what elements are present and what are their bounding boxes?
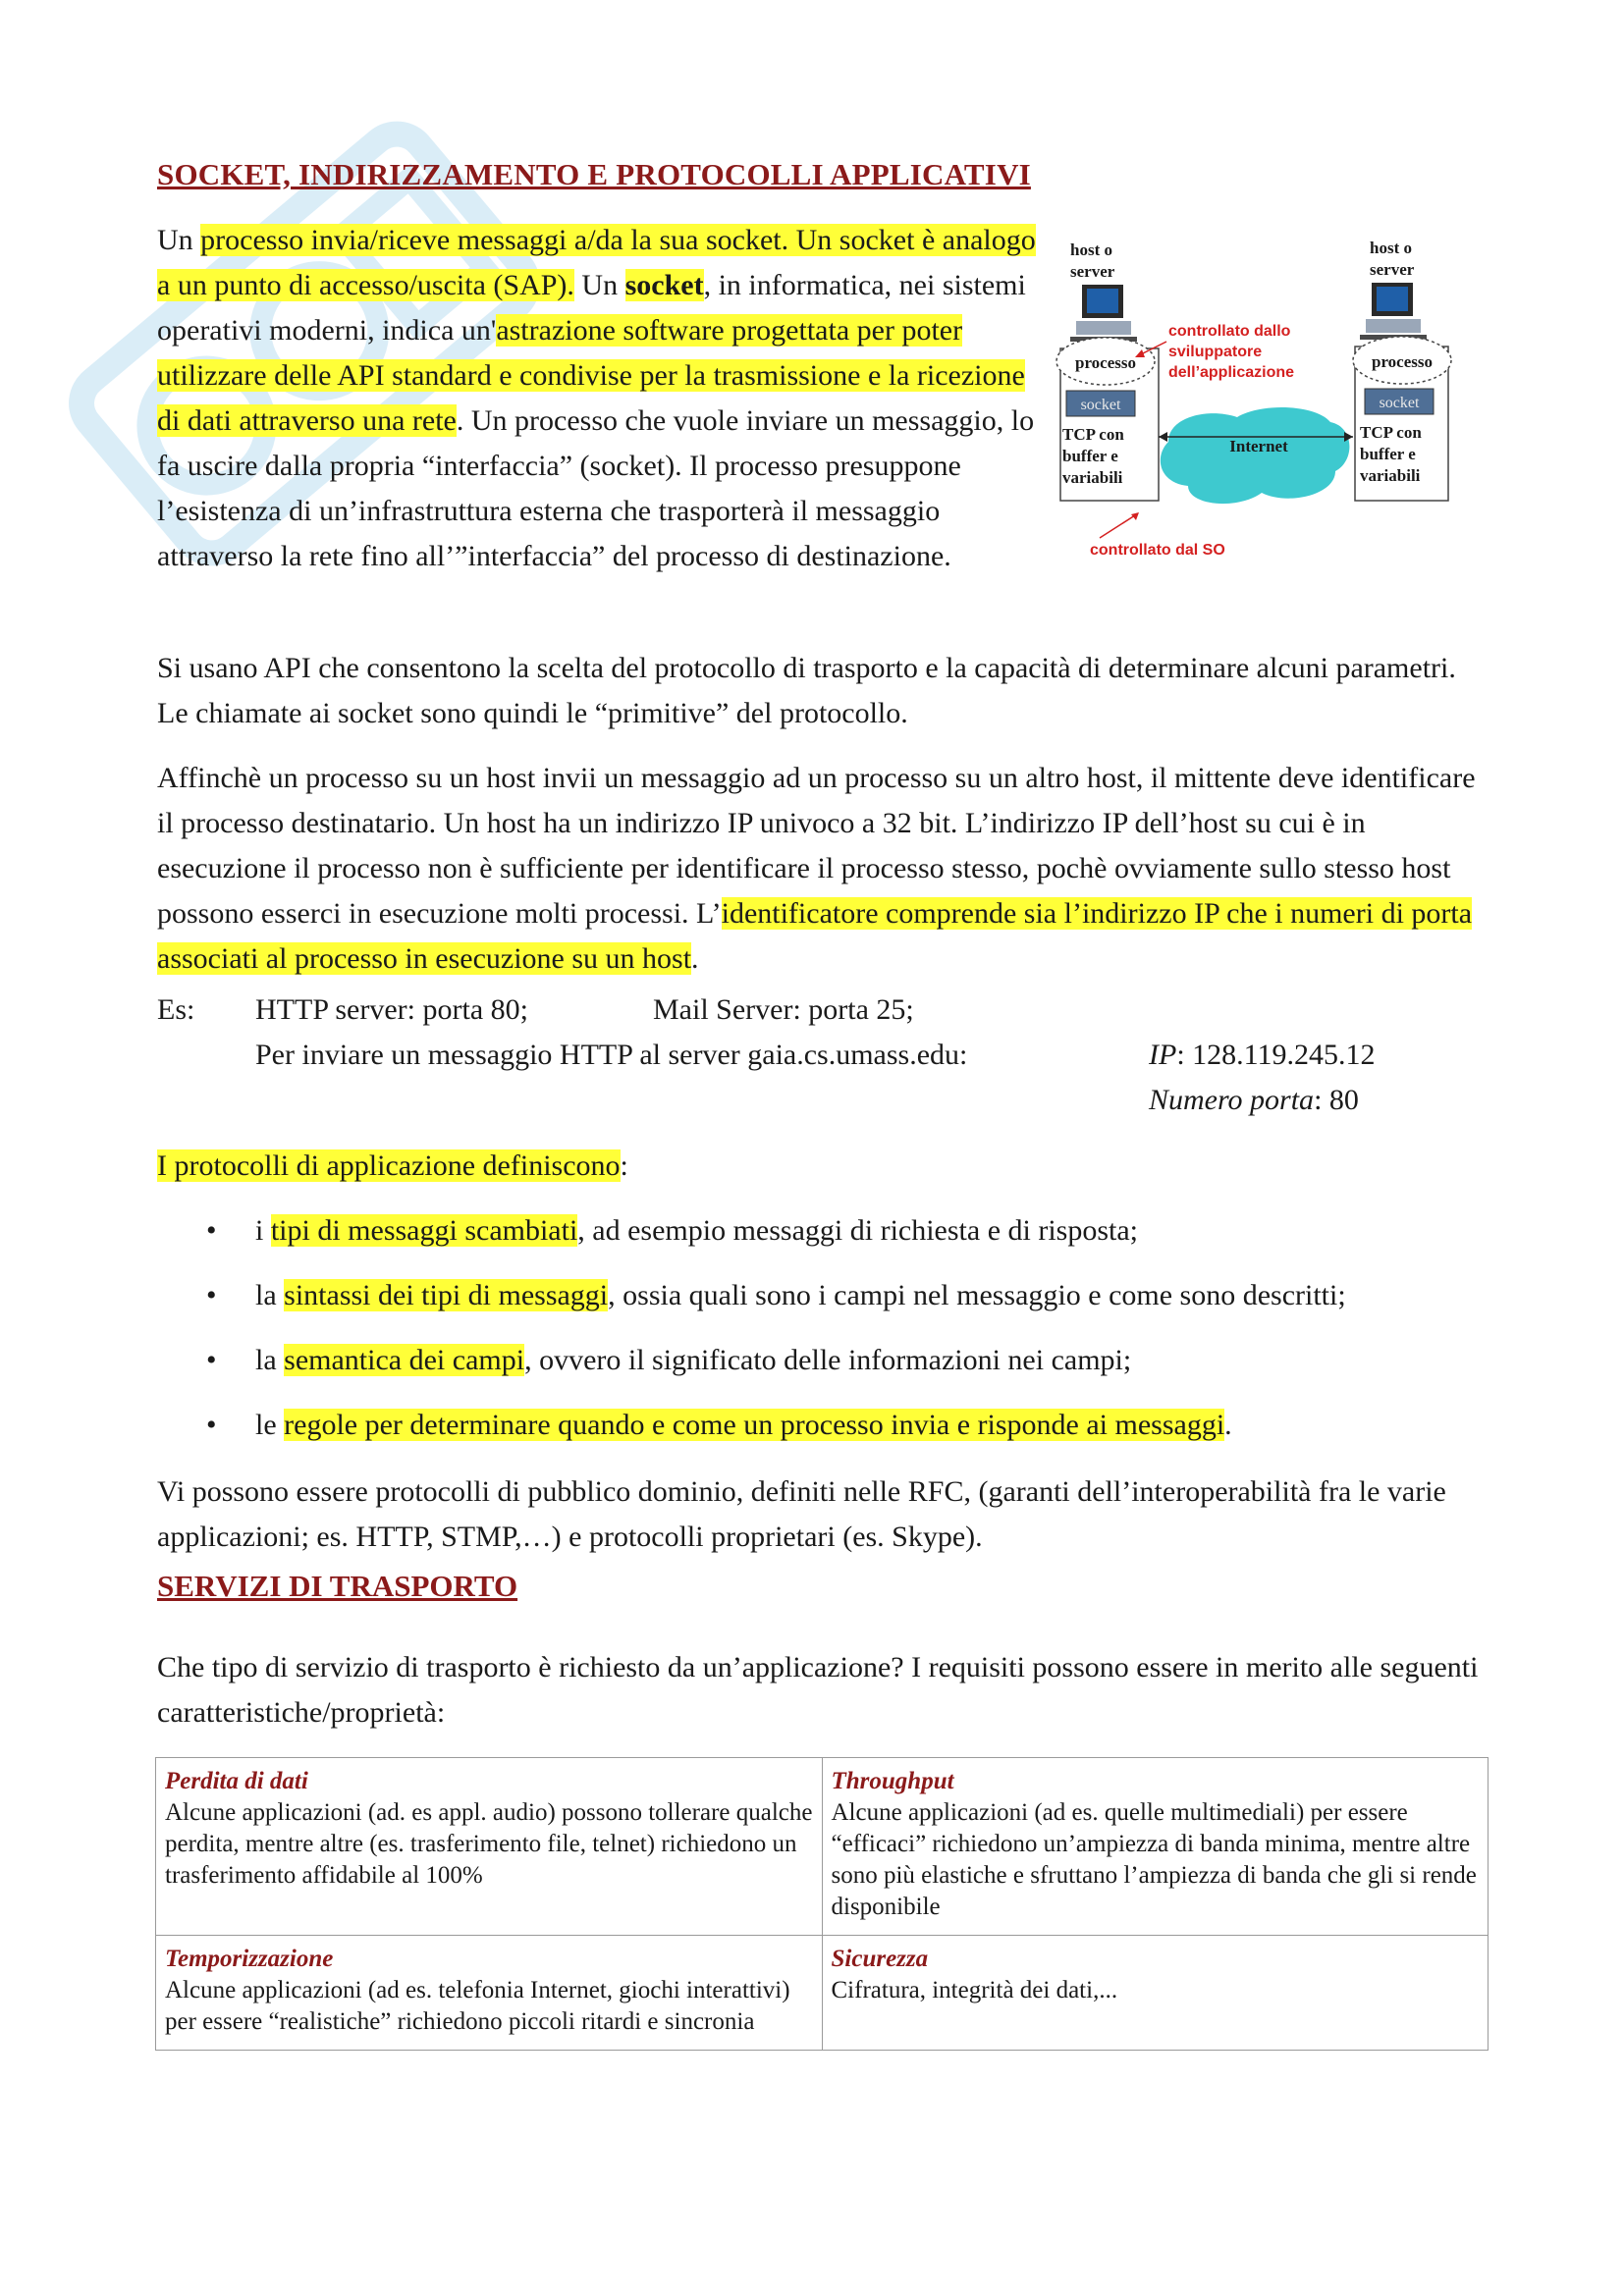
example-label: Es: — [157, 993, 195, 1026]
cell-body: Cifratura, integrità dei dati,... — [831, 1977, 1118, 2003]
cell-body: Alcune applicazioni (ad es. telefonia Internet, giochi interattivi) per essere “realistiche” richiedono piccoli ritardi e sincronia — [165, 1977, 790, 2035]
socket-diagram — [1041, 226, 1453, 569]
table-cell — [156, 1758, 823, 1936]
highlight: semantica dei campi — [284, 1344, 525, 1376]
internet-label: Internet — [1229, 437, 1288, 455]
computer-icon-right — [1360, 283, 1427, 340]
example-port: Numero porta: 80 — [1149, 1084, 1359, 1116]
table-row — [156, 1936, 1489, 2051]
requirements-table — [155, 1757, 1489, 2051]
example-ip: IP: 128.119.245.12 — [1149, 1039, 1376, 1071]
section-title: SERVIZI DI TRASPORTO — [157, 1569, 518, 1603]
developer-annotation-2: sviluppatore — [1168, 344, 1263, 360]
example-mail: Mail Server: porta 25; — [653, 993, 914, 1026]
highlight: I protocolli di applicazione definiscono — [157, 1149, 621, 1182]
tcp-right-1: TCP con — [1360, 423, 1422, 442]
internet-cloud — [1161, 407, 1350, 504]
host-right-label-2: server — [1370, 260, 1415, 279]
table-cell — [156, 1936, 823, 2051]
bullet-icon: • — [206, 1279, 217, 1311]
highlight: identificatore comprende sia l’indirizzo IP che i numeri di porta associati al processo in esecuzione su un host — [157, 897, 1473, 975]
tcp-right-2: buffer e — [1360, 445, 1416, 463]
bullet-icon: • — [206, 1344, 217, 1376]
highlight: regole per determinare quando e come un processo invia e risponde ai messaggi — [284, 1409, 1225, 1441]
api-paragraph: Si usano API che consentono la scelta del protocollo di trasporto e la capacità di determinare alcuni parametri. Le chiamate ai socket sono quindi le “primitive” del protocollo. — [157, 652, 1456, 729]
protocols-intro: I protocolli di applicazione definiscono: — [157, 1149, 628, 1182]
host-left-label-1: host o — [1070, 240, 1112, 259]
socket-right: socket — [1379, 395, 1420, 411]
addressing-paragraph: Affinchè un processo su un host invii un messaggio ad un processo su un altro host, il mittente deve identificare il processo destinatario. Un host ha un indirizzo IP univoco a 32 bit. L’indirizzo IP dell’host su cui è in esecuzione il processo non è sufficiente per identificare il processo stesso, pochè ovviamente sullo stesso host possono esserci in esecuzione molti processi. L’identificatore comprende sia l’indirizzo IP che i numeri di porta associati al processo in esecuzione su un host. — [157, 762, 1476, 975]
host-right-label-1: host o — [1370, 239, 1412, 257]
cell-heading: Throughput — [831, 1768, 954, 1794]
highlight-bold: socket — [624, 269, 704, 301]
highlight: tipi di messaggi scambiati — [270, 1214, 578, 1247]
example-send: Per inviare un messaggio HTTP al server gaia.cs.umass.edu: — [255, 1039, 968, 1071]
example-http: HTTP server: porta 80; — [255, 993, 528, 1026]
tcp-left-2: buffer e — [1062, 447, 1118, 465]
computer-icon-left — [1070, 285, 1137, 342]
highlight: processo invia/riceve messaggi a/da la sua socket. Un socket è analogo a un punto di accesso/uscita (SAP). — [157, 224, 1036, 301]
os-annotation: controllato dal SO — [1090, 542, 1225, 559]
table-row — [156, 1758, 1489, 1936]
socket-left: socket — [1080, 397, 1121, 413]
tcp-left-1: TCP con — [1062, 425, 1124, 444]
host-left-label-2: server — [1070, 262, 1115, 281]
bullet-icon: • — [206, 1409, 217, 1441]
table-cell — [822, 1936, 1489, 2051]
highlight: sintassi dei tipi di messaggi — [284, 1279, 609, 1311]
process-left: processo — [1074, 353, 1137, 372]
developer-annotation-1: controllato dallo — [1168, 323, 1291, 340]
cell-body: Alcune applicazioni (ad es. quelle multimediali) per essere “efficaci” richiedono un’ampiezza di banda minima, mentre altre sono più elastiche e sfruttano l’ampiezza di banda che gli si rende disponibile — [831, 1799, 1477, 1920]
intro-paragraph: Un processo invia/riceve messaggi a/da la sua socket. Un socket è analogo a un punto di accesso/uscita (SAP). Un socket, in informatica, nei sistemi operativi moderni, indica un'astrazione software progettata per poter utilizzare delle API standard e condivise per la trasmissione e la ricezione di dati attraverso una rete. Un processo che vuole inviare un messaggio, lo fa uscire dalla propria “interfaccia” (socket). Il processo presuppone l’esistenza di un’infrastruttura esterna che trasporterà il messaggio attraverso la rete fino all’”interfaccia” del processo di destinazione. — [157, 224, 1036, 572]
protocols-paragraph: Vi possono essere protocolli di pubblico dominio, definiti nelle RFC, (garanti dell’interoperabilità fra le varie applicazioni; es. HTTP, STMP,…) e protocolli proprietari (es. Skype). — [157, 1475, 1446, 1553]
cell-heading: Perdita di dati — [165, 1768, 308, 1794]
page-title: SOCKET, INDIRIZZAMENTO E PROTOCOLLI APPLICATIVI — [157, 157, 1031, 191]
cell-heading: Temporizzazione — [165, 1946, 334, 1972]
developer-annotation-3: dell’applicazione — [1168, 364, 1295, 381]
process-right: processo — [1371, 352, 1434, 371]
tcp-left-3: variabili — [1062, 468, 1123, 487]
cell-body: Alcune applicazioni (ad. es appl. audio) possono tollerare qualche perdita, mentre altre (es. trasferimento file, telnet) richiedono un trasferimento affidabile al 100% — [165, 1799, 813, 1889]
tcp-right-3: variabili — [1360, 466, 1421, 485]
highlight: astrazione software progettata per poter utilizzare delle API standard e condivise per la trasmissione e la ricezione di dati attraverso una rete — [157, 314, 1025, 437]
table-cell — [822, 1758, 1489, 1936]
bullet-icon: • — [206, 1214, 217, 1247]
transport-paragraph: Che tipo di servizio di trasporto è richiesto da un’applicazione? I requisiti possono essere in merito alle seguenti caratteristiche/proprietà: — [157, 1651, 1479, 1729]
cell-heading: Sicurezza — [831, 1946, 929, 1972]
